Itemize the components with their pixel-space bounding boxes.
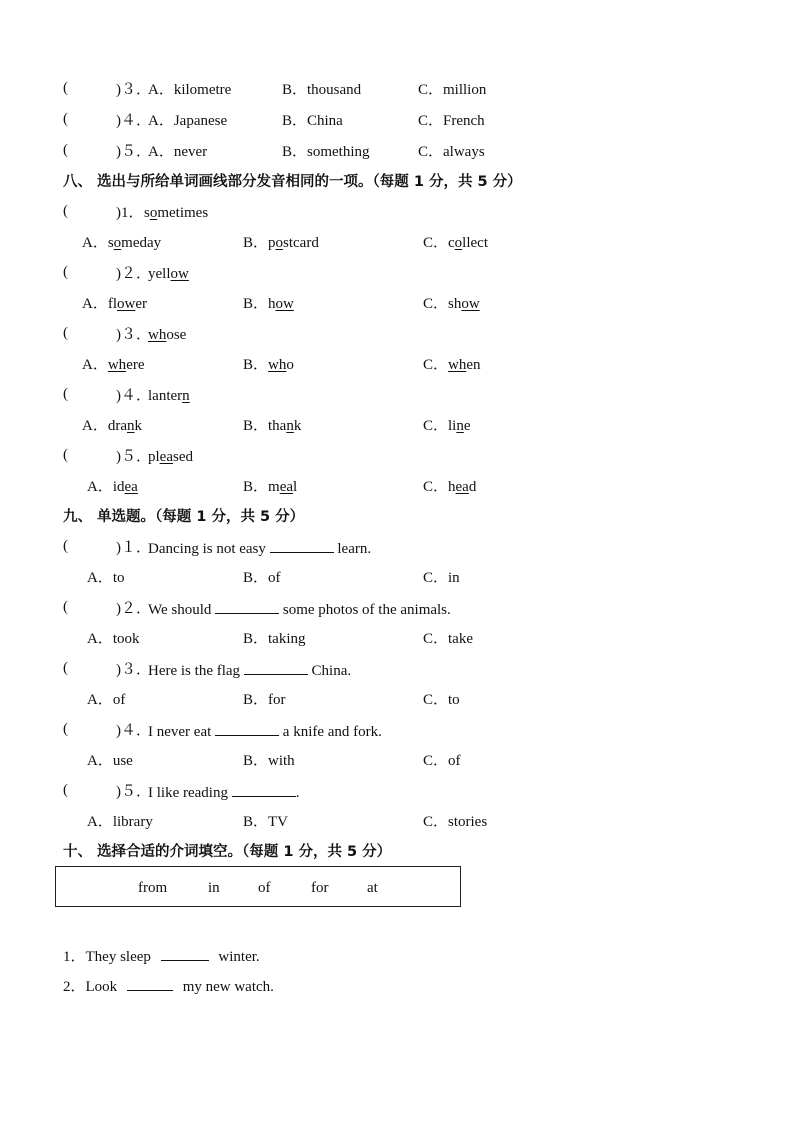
option-c: C．stories bbox=[423, 814, 488, 830]
option-b: B．how bbox=[243, 296, 294, 312]
question-number: )４． bbox=[116, 388, 151, 404]
section-title: 九、 单选题。（每题 1 分，共 5 分） bbox=[63, 509, 305, 525]
option-c: C．of bbox=[423, 753, 461, 769]
fill-question: 1．They sleep winter. bbox=[63, 946, 260, 967]
question-text: Here is the flag China. bbox=[148, 660, 351, 681]
option-a: A．use bbox=[87, 753, 133, 769]
option-b: B．postcard bbox=[243, 235, 319, 251]
question-number: )５． bbox=[116, 784, 151, 800]
option-c: C．million bbox=[418, 82, 487, 98]
option-c: C．collect bbox=[423, 235, 488, 251]
question-number: )５． bbox=[116, 449, 151, 465]
option-a: A．to bbox=[87, 570, 125, 586]
option-c: C．French bbox=[418, 113, 485, 129]
option-a: A．kilometre bbox=[148, 82, 232, 98]
question-number: )２． bbox=[116, 601, 151, 617]
word-bank-item: at bbox=[367, 880, 378, 896]
answer-paren: ( bbox=[63, 111, 68, 127]
answer-paren: ( bbox=[63, 80, 68, 96]
option-c: C．head bbox=[423, 479, 477, 495]
target-word: yellow bbox=[148, 266, 189, 282]
answer-blank[interactable] bbox=[215, 599, 279, 614]
option-b: B．who bbox=[243, 357, 294, 373]
option-a: A．where bbox=[82, 357, 145, 373]
answer-paren: ( bbox=[63, 142, 68, 158]
answer-paren: ( bbox=[63, 782, 68, 798]
option-a: A．idea bbox=[87, 479, 138, 495]
section-title: 八、 选出与所给单词画线部分发音相同的一项。（每题 1 分，共 5 分） bbox=[63, 174, 522, 190]
answer-blank[interactable] bbox=[215, 721, 279, 736]
option-c: C．in bbox=[423, 570, 460, 586]
fill-question: 2．Look my new watch. bbox=[63, 976, 274, 997]
option-c: C．take bbox=[423, 631, 473, 647]
answer-paren: ( bbox=[63, 203, 68, 219]
option-b: B．thousand bbox=[282, 82, 362, 98]
word-bank-item: from bbox=[138, 880, 168, 896]
question-number: )４． bbox=[116, 113, 151, 129]
question-text: We should some photos of the animals. bbox=[148, 599, 451, 620]
answer-paren: ( bbox=[63, 660, 68, 676]
answer-blank[interactable] bbox=[161, 946, 209, 961]
option-a: A．flower bbox=[82, 296, 147, 312]
answer-paren: ( bbox=[63, 325, 68, 341]
answer-paren: ( bbox=[63, 538, 68, 554]
question-number: )５． bbox=[116, 144, 151, 160]
section-title: 十、 选择合适的介词填空。（每题 1 分，共 5 分） bbox=[63, 844, 392, 860]
answer-paren: ( bbox=[63, 721, 68, 737]
option-c: C．show bbox=[423, 296, 480, 312]
option-c: C．when bbox=[423, 357, 481, 373]
question-number: )1． bbox=[116, 205, 144, 221]
question-number: )２． bbox=[116, 266, 151, 282]
question-number: )３． bbox=[116, 327, 151, 343]
word-bank-item: of bbox=[258, 880, 271, 896]
question-number: )１． bbox=[116, 540, 151, 556]
option-b: B．taking bbox=[243, 631, 306, 647]
answer-paren: ( bbox=[63, 599, 68, 615]
answer-blank[interactable] bbox=[244, 660, 308, 675]
option-c: C．always bbox=[418, 144, 485, 160]
option-b: B．meal bbox=[243, 479, 298, 495]
answer-paren: ( bbox=[63, 447, 68, 463]
option-b: B．with bbox=[243, 753, 295, 769]
answer-blank[interactable] bbox=[232, 782, 296, 797]
option-a: A．someday bbox=[82, 235, 162, 251]
option-b: B．thank bbox=[243, 418, 302, 434]
option-a: A．never bbox=[148, 144, 208, 160]
option-b: B．something bbox=[282, 144, 370, 160]
target-word: lantern bbox=[148, 388, 190, 404]
answer-paren: ( bbox=[63, 264, 68, 280]
option-c: C．line bbox=[423, 418, 471, 434]
option-a: A．drank bbox=[82, 418, 142, 434]
option-b: B．China bbox=[282, 113, 343, 129]
option-a: A．library bbox=[87, 814, 153, 830]
answer-paren: ( bbox=[63, 386, 68, 402]
option-b: B．TV bbox=[243, 814, 289, 830]
option-b: B．of bbox=[243, 570, 281, 586]
option-a: A．took bbox=[87, 631, 140, 647]
question-text: Dancing is not easy learn. bbox=[148, 538, 371, 559]
question-text: I never eat a knife and fork. bbox=[148, 721, 382, 742]
question-number: )３． bbox=[116, 662, 151, 678]
question-text: I like reading . bbox=[148, 782, 299, 803]
question-number: )４． bbox=[116, 723, 151, 739]
target-word: sometimes bbox=[144, 205, 209, 221]
answer-blank[interactable] bbox=[270, 538, 334, 553]
option-a: A．Japanese bbox=[148, 113, 228, 129]
target-word: whose bbox=[148, 327, 187, 343]
option-c: C．to bbox=[423, 692, 460, 708]
target-word: pleased bbox=[148, 449, 193, 465]
option-b: B．for bbox=[243, 692, 286, 708]
word-bank-item: for bbox=[311, 880, 329, 896]
option-a: A．of bbox=[87, 692, 126, 708]
answer-blank[interactable] bbox=[127, 976, 173, 991]
question-number: )３． bbox=[116, 82, 151, 98]
word-bank-item: in bbox=[208, 880, 220, 896]
